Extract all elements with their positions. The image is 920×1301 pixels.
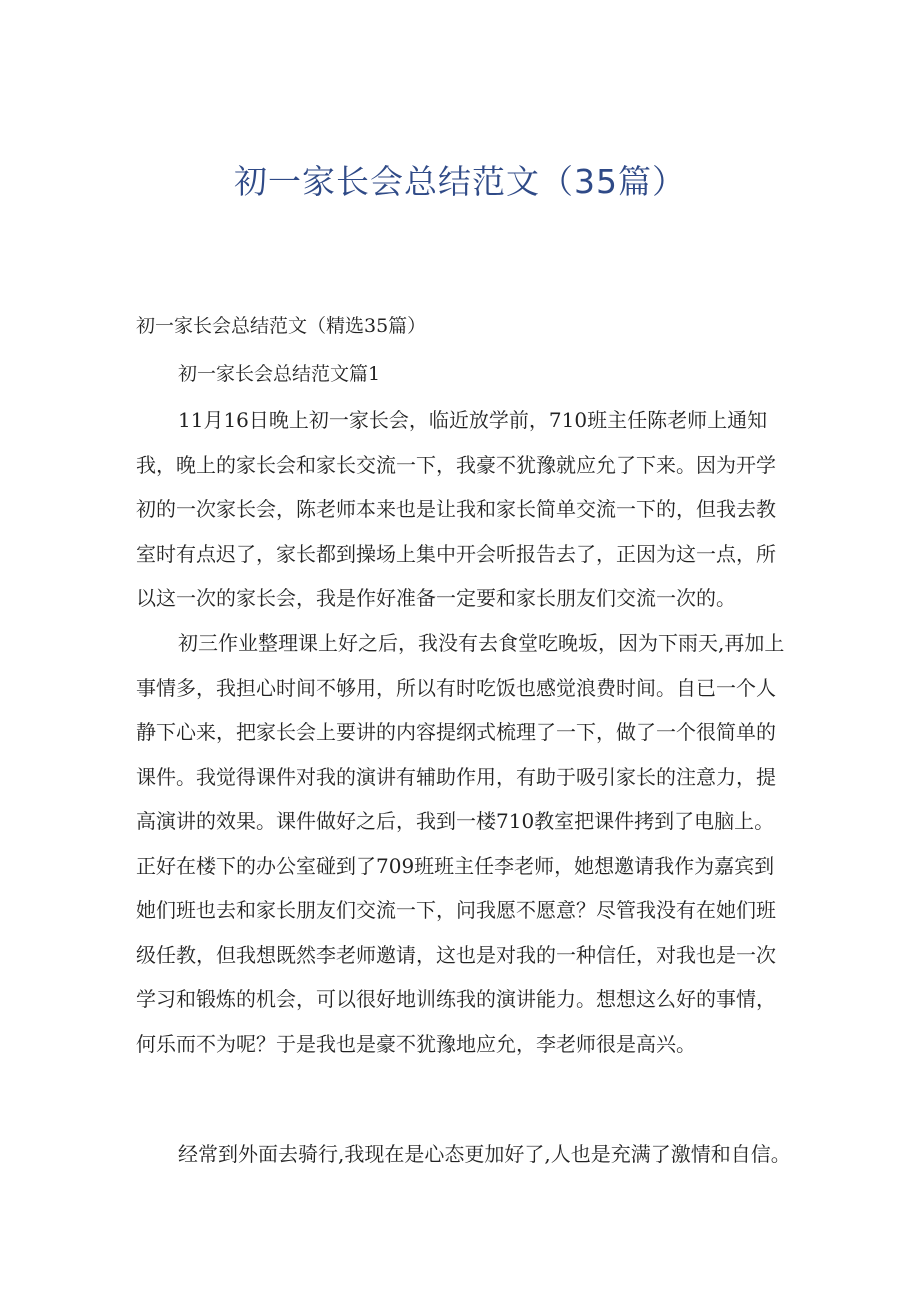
paragraph-line: 室时有点迟了，家长都到操场上集中开会听报告去了，正因为这一点，所 xyxy=(136,541,776,566)
paragraph-line: 11月16日晚上初一家长会，临近放学前，710班主任陈老师上通知 xyxy=(178,408,768,432)
document-subtitle: 初一家长会总结范文（精选35篇） xyxy=(136,315,427,337)
document-title: 初一家长会总结范文（35篇） xyxy=(234,162,686,201)
paragraph-line: 级任教，但我想既然李老师邀请，这也是对我的一种信任，对我也是一次 xyxy=(136,942,776,967)
paragraph-1 xyxy=(136,398,796,621)
paragraph-line: 事情多，我担心时间不够用，所以有时吃饭也感觉浪费时间。自已一个人 xyxy=(136,675,776,700)
paragraph-line: 课件。我觉得课件对我的演讲有辅助作用，有助于吸引家长的注意力，提 xyxy=(136,764,776,789)
paragraph-line: 我，晚上的家长会和家长交流一下，我豪不犹豫就应允了下来。因为开学 xyxy=(136,452,776,477)
paragraph-line: 初三作业整理课上好之后，我没有去食堂吃晚坂，因为下雨天,再加上 xyxy=(178,631,785,655)
paragraph-line: 她们班也去和家长朋友们交流一下，问我愿不愿意？尽管我没有在她们班 xyxy=(136,898,776,922)
paragraph-line: 高演讲的效果。课件做好之后，我到一楼710教室把课件拷到了电脑上。 xyxy=(136,809,775,833)
paragraph-2 xyxy=(136,621,796,1066)
paragraph-line: 以这一次的家长会，我是作好准备一定要和家长朋友们交流一次的。 xyxy=(136,586,736,610)
paragraph-line: 静下心来，把家长会上要讲的内容提纲式梳理了一下，做了一个很简单的 xyxy=(136,720,776,744)
paragraph-line: 经常到外面去骑行,我现在是心态更加好了,人也是充满了激情和自信。 xyxy=(178,1142,791,1166)
paragraph-line: 正好在楼下的办公室碰到了709班班主任李老师，她想邀请我作为嘉宾到 xyxy=(136,853,775,878)
paragraph-line: 初的一次家长会，陈老师本来也是让我和家长简单交流一下的，但我去教 xyxy=(136,497,776,521)
paragraph-line: 学习和锻炼的机会，可以很好地训练我的演讲能力。想想这么好的事情， xyxy=(136,987,776,1011)
section-heading: 初一家长会总结范文篇1 xyxy=(178,363,381,385)
paragraph-3 xyxy=(136,1132,796,1177)
paragraph-line: 何乐而不为呢？于是我也是豪不犹豫地应允，李老师很是高兴。 xyxy=(136,1031,696,1056)
